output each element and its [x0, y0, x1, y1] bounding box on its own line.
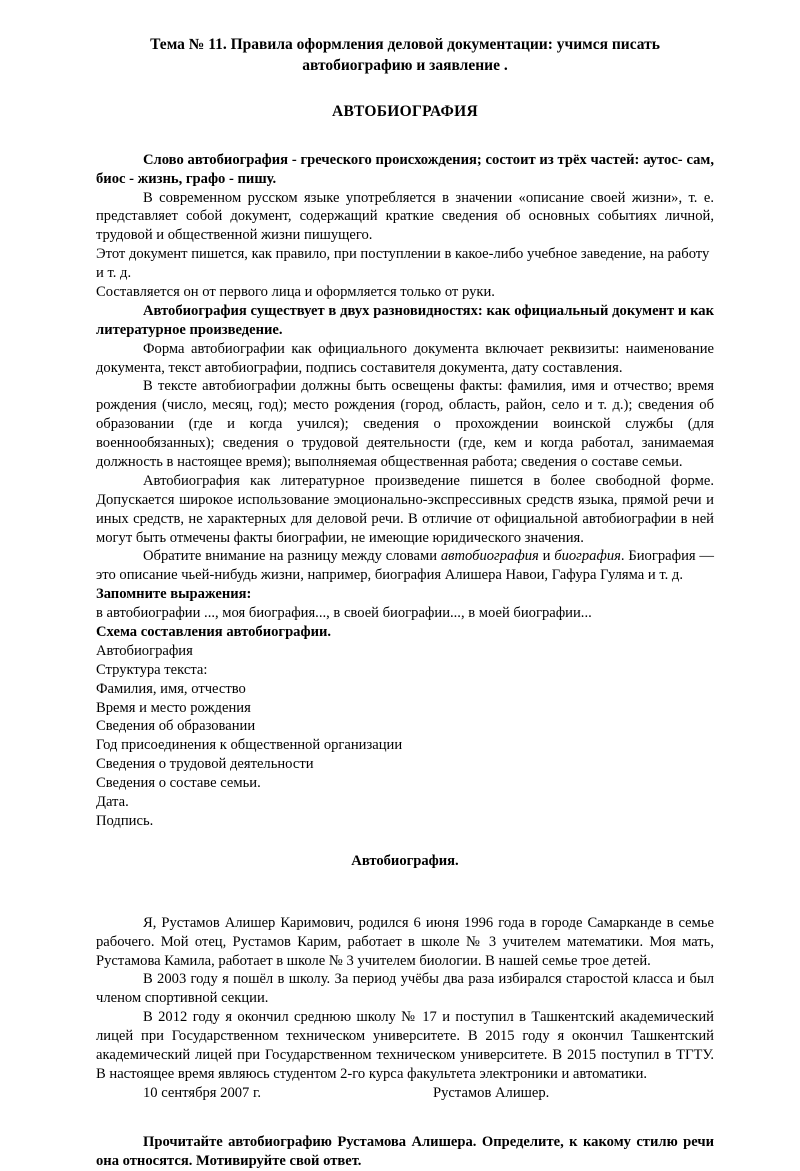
list-item: Подпись.: [96, 812, 154, 829]
line-when-written: Этот документ пишется, как правило, при поступлении в какое-либо учебное заведение, на работу и т. д.: [96, 246, 710, 282]
paragraph-official-form: Форма автобиографии как официального документа включает реквизиты: наименование документа, текст автобиографии, подпись составителя документа, дату составления.: [96, 340, 714, 376]
spacer: [96, 121, 714, 151]
paragraph-two-kinds: Автобиография существует в двух разновидностях: как официальный документ и как литературное произведение.: [96, 302, 714, 338]
list-item: Время и место рождения: [96, 699, 251, 716]
list-item: Сведения об образовании: [96, 718, 256, 735]
document-title: [96, 34, 714, 77]
attention-text-post: . Биография — это описание чьей-нибудь жизни, например, биография Алишера Навои, Гафура Гуляма и т. д.: [96, 548, 714, 584]
heading-avtobiografiya: АВТОБИОГРАФИЯ: [332, 102, 478, 120]
document-title-line-2: автобиографию и заявление .: [302, 57, 508, 75]
spacer: [96, 1103, 714, 1133]
signature-date: 10 сентября 2007 г.: [143, 1084, 261, 1101]
label-remember-expressions: Запомните выражения:: [96, 586, 252, 603]
list-item: Дата.: [96, 794, 129, 811]
label-scheme: Схема составления автобиографии.: [96, 624, 332, 641]
spacer: [96, 831, 714, 853]
sample-paragraph-1: Я, Рустамов Алишер Каримович, родился 6 июня 1996 года в городе Самарканде в семье рабочего. Мой отец, Рустамов Карим, работает в школе № 3 учителем математики. Моя мать, Рустамова Камила, работает в школе № 3 учителем биологии. В нашей семье трое детей.: [96, 914, 714, 969]
paragraph-literary-form: Автобиография как литературное произведение пишется в более свободной форме. Допускается широкое использование эмоционально-экспрессивных средств языка, прямой речи и иных средств, не характерных для деловой речи. В отличие от официальной автобиографии в ней могут быть отмечены факты биографии, не имеющие юридического значения.: [96, 472, 714, 546]
paragraph-required-facts: В тексте автобиографии должны быть освещены факты: фамилия, имя и отчество; время рождения (число, месяц, год); место рождения (город, область, район, село и т. д.); сведения об образовании (где и когда учился); сведения о прохождении воинской службы (для военнообязанных); сведения о трудовой деятельности (где, кем и когда работал, занимаемая должность в настоящее время); выполняемая общественная работа; сведения о составе семьи.: [96, 378, 714, 470]
paragraph-definition: Слово автобиография - греческого происхождения; состоит из трёх частей: аутос- сам, биос - жизнь, графо - пишу.: [96, 151, 714, 187]
scheme-list: [96, 642, 714, 831]
paragraph-attention-difference: [96, 547, 714, 585]
signature-name: Рустамов Алишер.: [433, 1084, 550, 1101]
signature-row: [96, 1084, 714, 1103]
term-avtobiografiya: автобиография: [440, 548, 539, 565]
list-item: Структура текста:: [96, 661, 208, 678]
line-expressions: в автобиографии ..., моя биография..., в своей биографии..., в моей биографии...: [96, 605, 592, 622]
sample-paragraph-3: В 2012 году я окончил среднюю школу № 17 и поступил в Ташкентский академический лицей при Государственном техническом университете. В 2015 году я окончил Ташкентский академический лицей при Государственном техническом университете. В 2015 поступил в ТГТУ. В настоящее время являюсь студентом 2-го курса факультета электроники и автоматики.: [96, 1009, 714, 1082]
list-item: Год присоединения к общественной организации: [96, 737, 403, 754]
heading-sample-autobiography: Автобиография.: [351, 852, 459, 869]
list-item: Сведения о трудовой деятельности: [96, 756, 314, 773]
list-item: Фамилия, имя, отчество: [96, 680, 246, 697]
spacer: [96, 870, 714, 914]
list-item: Автобиография: [96, 642, 193, 659]
attention-text-pre: Обратите внимание на разницу между словами: [143, 548, 441, 565]
sample-paragraph-2: В 2003 году я пошёл в школу. За период учёбы два раза избирался старостой класса и был членом спортивной секции.: [96, 971, 714, 1007]
list-item: Сведения о составе семьи.: [96, 775, 261, 792]
term-biografiya: биография: [554, 548, 621, 565]
document-title-line-1: Тема № 11. Правила оформления деловой документации: учимся писать: [150, 36, 660, 53]
attention-text-mid: и: [538, 548, 555, 565]
paragraph-task: Прочитайте автобиографию Рустамова Алишера. Определите, к какому стилю речи она относятся. Мотивируйте свой ответ.: [96, 1133, 714, 1169]
paragraph-modern-usage: В современном русском языке употребляется в значении «описание своей жизни», т. е. представляет собой документ, содержащий краткие сведения об основных событиях личной, трудовой и общественной жизни пишущего.: [96, 189, 714, 244]
line-first-person: Составляется он от первого лица и оформляется только от руки.: [96, 283, 495, 300]
